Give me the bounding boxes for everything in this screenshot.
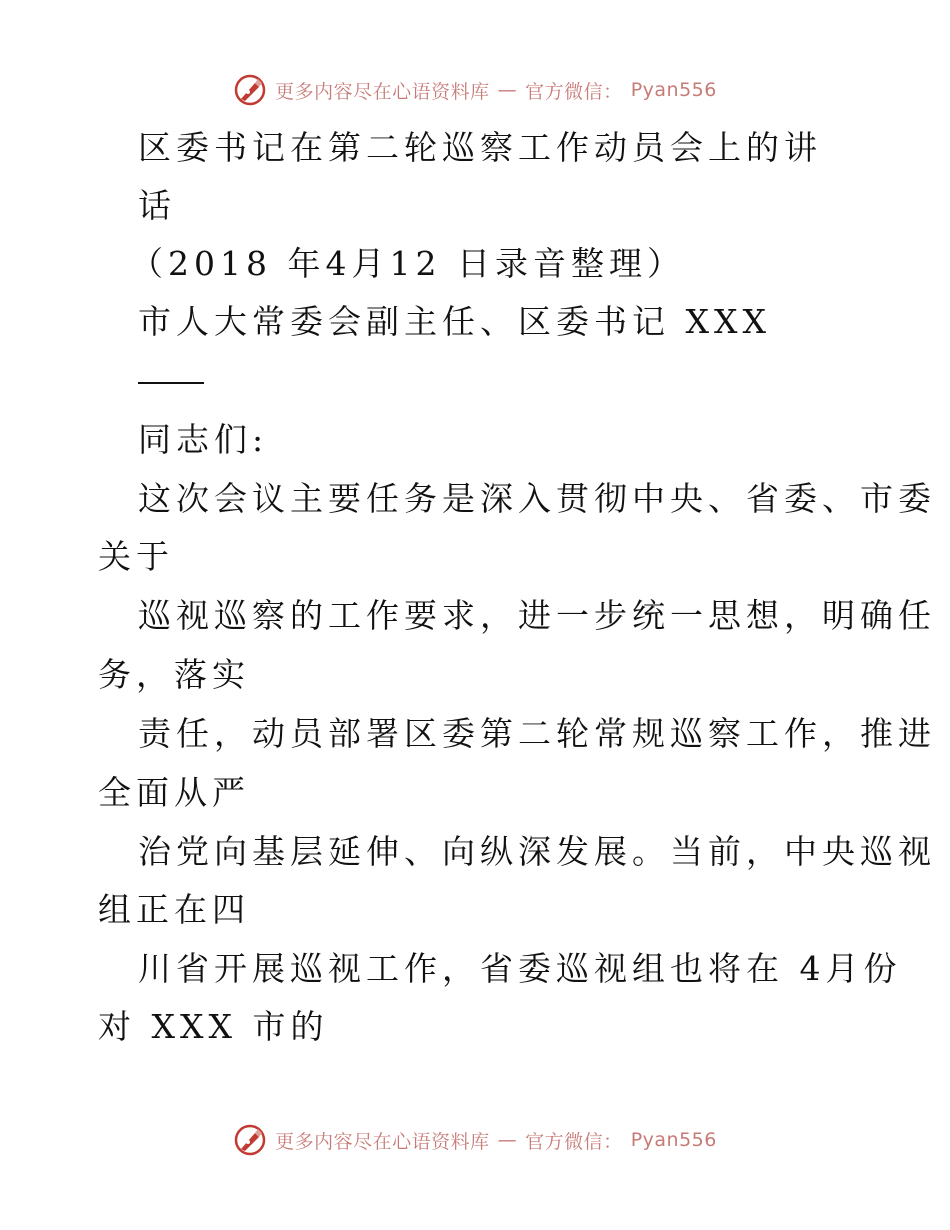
body-line: 责任，动员部署区委第二轮常规巡察工作，推进 xyxy=(138,714,936,753)
watermark-label: 官方微信： xyxy=(525,1130,623,1153)
body-line: 这次会议主要任务是深入贯彻中央、省委、市委 xyxy=(138,479,936,518)
body-line: 巡视巡察的工作要求，进一步统一思想，明确任 xyxy=(138,596,936,635)
title-divider xyxy=(138,382,204,384)
document-title-line-1: 区委书记在第二轮巡察工作动员会上的讲 xyxy=(138,128,822,167)
body-line: 对 XXX 市的 xyxy=(98,1007,329,1046)
watermark-label: 官方微信： xyxy=(525,80,623,103)
document-date-note: （2018 年4月12 日录音整理） xyxy=(130,244,685,283)
body-line: 组正在四 xyxy=(98,890,250,929)
watermark-brand-text: 更多内容尽在心语资料库 xyxy=(275,80,490,103)
watermark-brand-text: 更多内容尽在心语资料库 xyxy=(275,1130,490,1153)
body-line: 务，落实 xyxy=(98,655,250,694)
document-speaker: 市人大常委会副主任、区委书记 XXX xyxy=(138,302,771,341)
body-line: 关于 xyxy=(98,537,174,576)
watermark-separator: — xyxy=(497,1129,518,1151)
salutation: 同志们: xyxy=(138,420,269,459)
pen-logo-icon xyxy=(233,1123,267,1157)
watermark-separator: — xyxy=(497,79,518,101)
watermark-account: Pyan556 xyxy=(630,1129,717,1151)
document-title-line-2: 话 xyxy=(138,186,176,225)
body-line: 川省开展巡视工作，省委巡视组也将在 4月份 xyxy=(138,949,902,988)
watermark-footer xyxy=(0,1120,950,1160)
body-line: 全面从严 xyxy=(98,773,250,812)
body-line: 治党向基层延伸、向纵深发展。当前，中央巡视 xyxy=(138,832,936,871)
watermark-account: Pyan556 xyxy=(630,79,717,101)
